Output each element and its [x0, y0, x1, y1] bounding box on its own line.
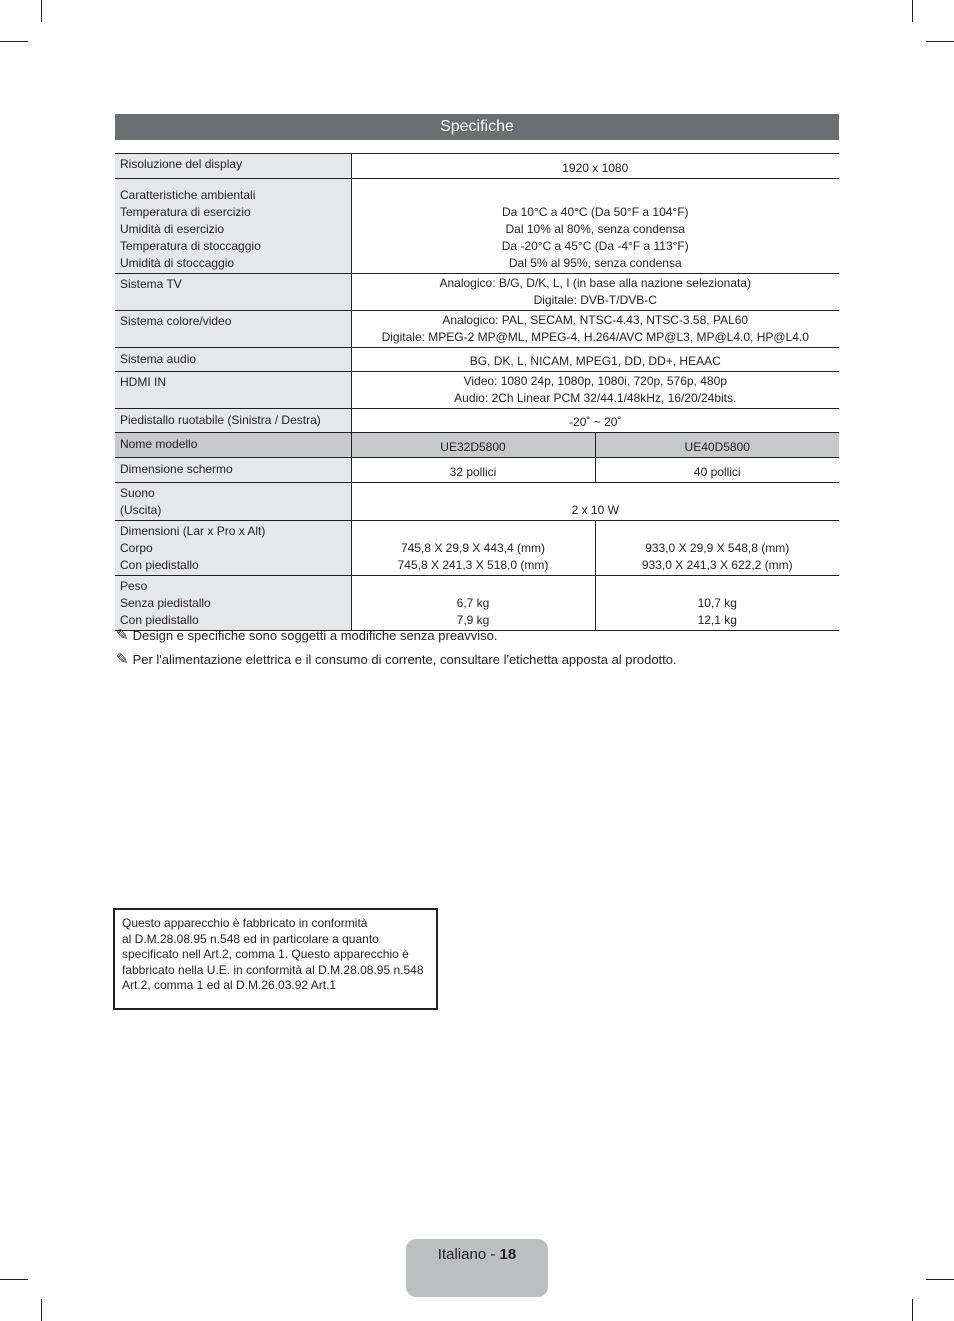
value-line: 933,0 X 241,3 X 622,2 (mm) — [641, 558, 793, 572]
row-label — [115, 576, 351, 631]
table-row — [115, 433, 839, 458]
row-value — [351, 179, 839, 274]
value-line: 12,1 kg — [697, 613, 737, 627]
table-row — [115, 458, 839, 483]
row-label — [115, 348, 351, 372]
label-line: Con piedistallo — [120, 613, 199, 627]
value-line: -20˚ ~ 20˚ — [569, 415, 622, 429]
row-value — [351, 372, 839, 409]
value-line: Digitale: MPEG-2 MP@ML, MPEG-4, H.264/AVC MP@L3, MP@L4.0, HP@L4.0 — [381, 330, 809, 344]
pencil-icon: ✎ — [116, 627, 129, 644]
table-row — [115, 179, 839, 274]
value-line: UE32D5800 — [440, 440, 506, 454]
row-label — [115, 274, 351, 311]
crop-mark — [0, 41, 28, 42]
value-line: Video: 1080 24p, 1080p, 1080i, 720p, 576p, 480p — [463, 374, 727, 388]
row-label — [115, 433, 351, 458]
label-line: Temperatura di esercizio — [120, 205, 251, 219]
row-label — [115, 154, 351, 179]
note-text: Design e specifiche sono soggetti a modifiche senza preavviso. — [132, 628, 498, 643]
label-line: Suono — [120, 486, 155, 500]
model-b-cell — [595, 433, 839, 458]
label-line: Risoluzione del display — [120, 157, 243, 171]
value-line: 745,8 X 29,9 X 443,4 (mm) — [400, 541, 546, 555]
note-text: Per l'alimentazione elettrica e il consumo di corrente, consultare l'etichetta apposta al prodotto. — [132, 652, 677, 667]
row-label — [115, 179, 351, 274]
label-line: Umidità di esercizio — [120, 222, 225, 236]
model-b-cell — [595, 521, 839, 576]
value-line: 10,7 kg — [697, 596, 737, 610]
table-row — [115, 521, 839, 576]
value-line: Digitale: DVB-T/DVB-C — [533, 293, 657, 307]
specifications-table — [115, 153, 839, 631]
label-line: (Uscita) — [120, 503, 162, 517]
label-line: Dimensioni (Lar x Pro x Alt) — [120, 524, 266, 538]
conformity-line: Art.2, comma 1 ed al D.M.26.03.92 Art.1 — [122, 978, 337, 993]
value-line: Analogico: B/G, D/K, L, I (in base alla nazione selezionata) — [439, 276, 751, 290]
label-line: Piedistallo ruotabile (Sinistra / Destra) — [120, 413, 321, 427]
label-line: Sistema colore/video — [120, 314, 232, 328]
row-value — [351, 348, 839, 372]
value-line: Audio: 2Ch Linear PCM 32/44.1/48kHz, 16/20/24bits. — [454, 391, 737, 405]
page-number-tab — [406, 1239, 548, 1297]
value-line: 745,8 X 241,3 X 518,0 (mm) — [397, 558, 549, 572]
value-line: 2 x 10 W — [571, 503, 619, 517]
crop-mark — [912, 1299, 913, 1321]
model-a-cell — [351, 576, 595, 631]
label-line: Dimensione schermo — [120, 462, 233, 476]
value-line: 1920 x 1080 — [562, 161, 629, 175]
value-line: Analogico: PAL, SECAM, NTSC-4.43, NTSC-3.58, PAL60 — [442, 313, 749, 327]
section-title: Specifiche — [115, 114, 839, 140]
conformity-line: specificato nell Art.2, comma 1. Questo apparecchio è — [122, 947, 409, 962]
value-line: Dal 5% al 95%, senza condensa — [508, 256, 682, 270]
model-a-cell — [351, 458, 595, 483]
label-line: Corpo — [120, 541, 153, 555]
label-line: Senza piedistallo — [120, 596, 211, 610]
row-value — [351, 274, 839, 311]
conformity-box — [113, 908, 438, 1010]
note-line — [116, 628, 498, 644]
label-line: Caratteristiche ambientali — [120, 188, 256, 202]
value-line: 32 pollici — [449, 465, 497, 479]
row-label — [115, 409, 351, 433]
conformity-line: al D.M.28.08.95 n.548 ed in particolare a quanto — [122, 931, 379, 946]
label-line: Umidità di stoccaggio — [120, 256, 235, 270]
row-value — [351, 483, 839, 521]
model-b-cell — [595, 576, 839, 631]
table-row — [115, 311, 839, 348]
model-a-cell — [351, 521, 595, 576]
table-row — [115, 576, 839, 631]
value-line: Dal 10% al 80%, senza condensa — [505, 222, 685, 236]
pencil-icon: ✎ — [116, 651, 129, 668]
table-row — [115, 372, 839, 409]
table-row — [115, 409, 839, 433]
crop-mark — [912, 0, 913, 22]
page-number: 18 — [499, 1246, 517, 1263]
model-a-cell — [351, 433, 595, 458]
value-line: BG, DK, L, NICAM, MPEG1, DD, DD+, HEAAC — [469, 354, 721, 368]
row-value — [351, 154, 839, 179]
table-row — [115, 348, 839, 372]
conformity-line: Questo apparecchio è fabbricato in conformità — [122, 916, 368, 930]
row-label — [115, 521, 351, 576]
crop-mark — [926, 41, 954, 42]
row-label — [115, 458, 351, 483]
label-line: Peso — [120, 579, 148, 593]
value-line: Da 10°C a 40°C (Da 50°F a 104°F) — [501, 205, 689, 219]
table-row — [115, 483, 839, 521]
table-row — [115, 274, 839, 311]
value-line: Da -20°C a 45°C (Da -4°F a 113°F) — [501, 239, 689, 253]
row-label — [115, 483, 351, 521]
value-line: 6,7 kg — [456, 596, 490, 610]
crop-mark — [41, 0, 42, 22]
label-line: Sistema audio — [120, 352, 197, 366]
row-value — [351, 311, 839, 348]
label-line: Con piedistallo — [120, 558, 199, 572]
row-label — [115, 372, 351, 409]
crop-mark — [0, 1279, 28, 1280]
label-line: HDMI IN — [120, 375, 166, 389]
note-line — [116, 652, 677, 668]
label-line: Sistema TV — [120, 277, 182, 291]
crop-mark — [41, 1299, 42, 1321]
conformity-line: fabbricato nella U.E. in conformità al D.M.28.08.95 n.548 — [122, 962, 424, 977]
model-b-cell — [595, 458, 839, 483]
value-line: 40 pollici — [693, 465, 741, 479]
crop-mark — [926, 1279, 954, 1280]
row-value — [351, 409, 839, 433]
label-line: Nome modello — [120, 437, 198, 451]
value-line: 7,9 kg — [456, 613, 490, 627]
value-line: 933,0 X 29,9 X 548,8 (mm) — [645, 541, 790, 555]
label-line: Temperatura di stoccaggio — [120, 239, 261, 253]
table-row — [115, 154, 839, 179]
row-label — [115, 311, 351, 348]
value-line: UE40D5800 — [684, 440, 750, 454]
language-label: Italiano - — [437, 1246, 500, 1263]
